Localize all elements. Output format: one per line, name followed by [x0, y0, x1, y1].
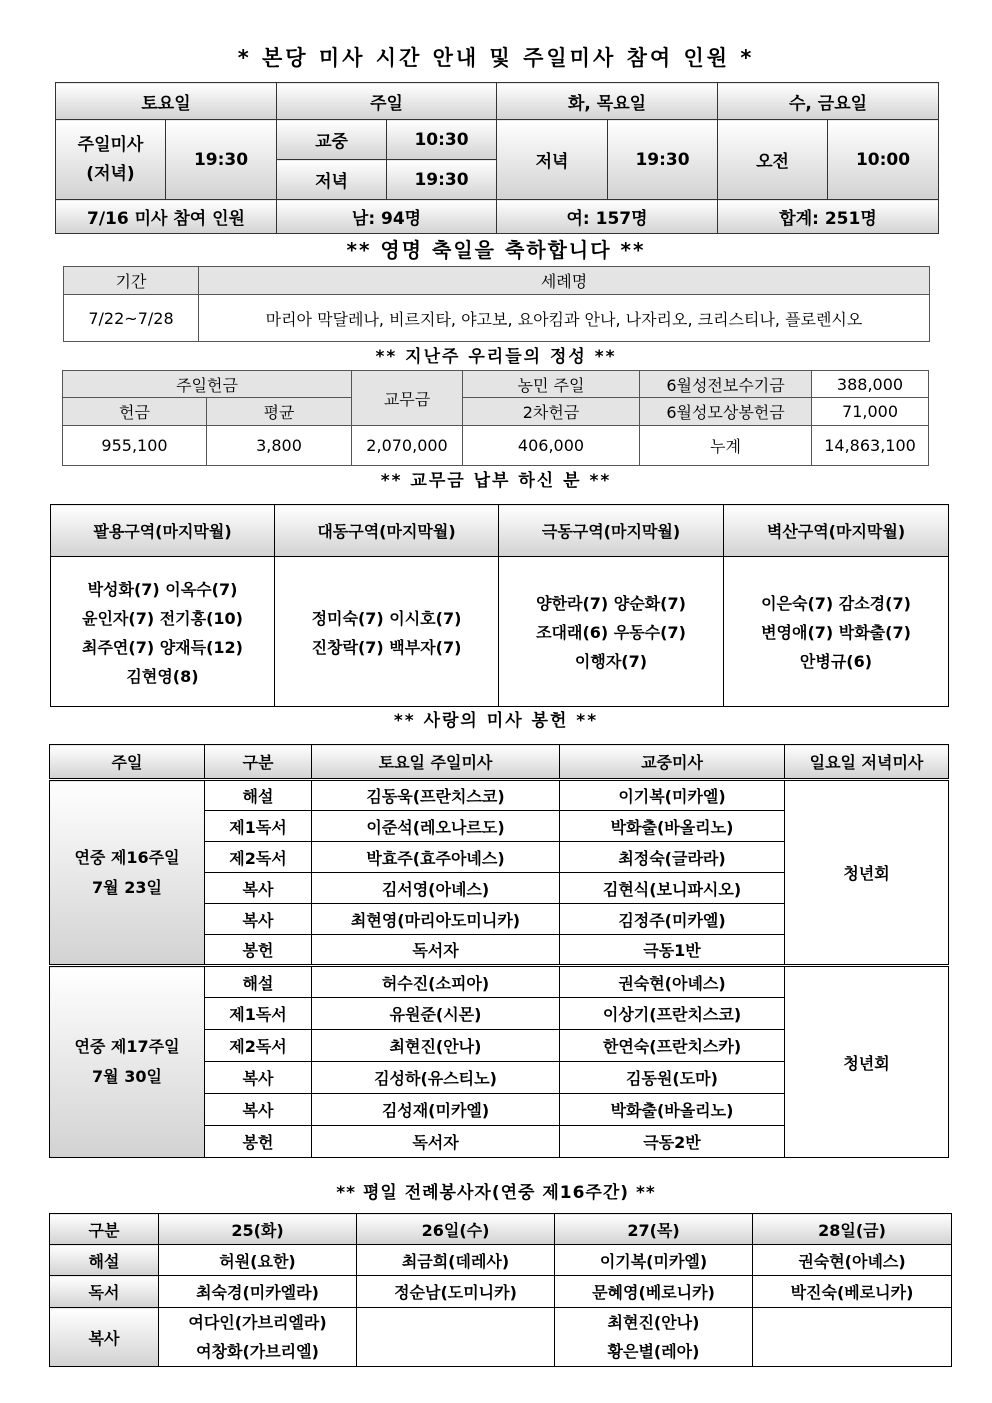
role: 복사	[205, 1062, 312, 1094]
sunday-evening-time: 19:30	[387, 160, 497, 200]
weekday-header-fri: 28일(금)	[753, 1214, 952, 1245]
wed-fri-label: 오전	[718, 120, 828, 200]
offering-table	[62, 370, 929, 466]
serve-header-evening: 일요일 저녁미사	[785, 745, 949, 780]
saturday-server: 독서자	[312, 935, 560, 966]
weekday-role: 해설	[50, 1245, 159, 1276]
header-sunday: 주일	[277, 83, 497, 120]
district-header-daedong: 대동구역(마지막월)	[275, 505, 499, 557]
average-value: 3,800	[207, 426, 352, 466]
evening-server: 청년회	[785, 780, 949, 966]
fund1-value: 388,000	[812, 371, 929, 398]
week-label: 연중 제16주일 7월 23일	[50, 780, 205, 966]
saturday-server: 최현진(안나)	[312, 1030, 560, 1062]
weekday-title: ** 평일 전례봉사자(연중 제16주간) **	[336, 1183, 656, 1203]
cumulative-value: 14,863,100	[812, 426, 929, 466]
role: 봉헌	[205, 1126, 312, 1158]
saturday-server: 김성하(유스티노)	[312, 1062, 560, 1094]
main-server: 이기복(미카엘)	[560, 780, 785, 811]
feast-names-header: 세례명	[199, 267, 930, 295]
weekday-role: 복사	[50, 1308, 159, 1367]
main-server: 박화출(바올리노)	[560, 1094, 785, 1126]
cash-header: 헌금	[63, 398, 207, 426]
saturday-mass-label: 주일미사 (저녁)	[56, 120, 166, 200]
role: 복사	[205, 1094, 312, 1126]
main-server: 김동원(도마)	[560, 1062, 785, 1094]
saturday-server: 최현영(마리아도미니카)	[312, 904, 560, 935]
sunday-main-time: 10:30	[387, 120, 497, 160]
weekday-server: 정순남(도미니카)	[357, 1276, 555, 1308]
sunday-evening-label: 저녁	[277, 160, 387, 200]
serve-header-sunday: 주일	[50, 745, 205, 780]
sunday-offering-header: 주일헌금	[63, 371, 352, 398]
district-list-palyong: 박성화(7) 이옥수(7) 윤인자(7) 전기홍(10) 최주연(7) 양재득(12) 김현영(8)	[51, 557, 275, 707]
weekday-server: 이기복(미카엘)	[555, 1245, 753, 1276]
district-header-palyong: 팔용구역(마지막월)	[51, 505, 275, 557]
main-server: 극동1반	[560, 935, 785, 966]
role: 복사	[205, 904, 312, 935]
mass-servers-table	[49, 744, 949, 1158]
header-tue-thu: 화, 목요일	[497, 83, 718, 120]
saturday-server: 김성재(미카엘)	[312, 1094, 560, 1126]
serve-header-role: 구분	[205, 745, 312, 780]
week-label: 연중 제17주일 7월 30일	[50, 966, 205, 1158]
weekday-server: 최숙경(미카엘라)	[159, 1276, 357, 1308]
attendance-total: 합계: 251명	[718, 200, 939, 234]
saturday-server: 허수진(소피아)	[312, 966, 560, 998]
church-dues-value: 2,070,000	[352, 426, 463, 466]
average-header: 평균	[207, 398, 352, 426]
feast-title: ** 영명 축일을 축하합니다 **	[346, 238, 646, 262]
district-list-byeoksan: 이은숙(7) 감소경(7) 변영애(7) 박화출(7) 안병규(6)	[724, 557, 949, 707]
weekday-header-tue: 25(화)	[159, 1214, 357, 1245]
schedule-title: * 본당 미사 시간 안내 및 주일미사 참여 인원 *	[237, 46, 755, 70]
tue-thu-time: 19:30	[608, 120, 718, 200]
saturday-mass-time: 19:30	[166, 120, 277, 200]
church-dues-header: 교무금	[352, 371, 463, 426]
serve-header-main: 교중미사	[560, 745, 785, 780]
saturday-server: 김서영(아녜스)	[312, 873, 560, 904]
tue-thu-label: 저녁	[497, 120, 608, 200]
fund2-value: 71,000	[812, 398, 929, 426]
district-header-geukdong: 극동구역(마지막월)	[499, 505, 724, 557]
saturday-server: 박효주(효주아녜스)	[312, 842, 560, 873]
main-server: 권숙현(아녜스)	[560, 966, 785, 998]
weekday-header-wed: 26일(수)	[357, 1214, 555, 1245]
sunday-main-label: 교중	[277, 120, 387, 160]
saturday-server: 이준석(레오나르도)	[312, 811, 560, 842]
cash-value: 955,100	[63, 426, 207, 466]
district-header-byeoksan: 벽산구역(마지막월)	[724, 505, 949, 557]
weekday-server: 문혜영(베로니카)	[555, 1276, 753, 1308]
saturday-server: 김동욱(프란치스코)	[312, 780, 560, 811]
main-server: 박화출(바올리노)	[560, 811, 785, 842]
serve-title: ** 사랑의 미사 봉헌 **	[393, 711, 599, 731]
role: 봉헌	[205, 935, 312, 966]
weekday-header-role: 구분	[50, 1214, 159, 1245]
fund1-label: 6월성전보수기금	[640, 371, 812, 398]
dues-title: ** 교무금 납부 하신 분 **	[380, 471, 612, 491]
feast-names: 마리아 막달레나, 비르지타, 야고보, 요아킴과 안나, 나자리오, 크리스티나, 플로렌시오	[199, 295, 930, 342]
serve-header-saturday: 토요일 주일미사	[312, 745, 560, 780]
weekday-servers-table	[49, 1213, 952, 1367]
wed-fri-time: 10:00	[828, 120, 939, 200]
dues-payers-table	[50, 504, 949, 707]
role: 제2독서	[205, 1030, 312, 1062]
district-list-daedong: 정미숙(7) 이시호(7) 진창락(7) 백부자(7)	[275, 557, 499, 707]
offering-title: ** 지난주 우리들의 정성 **	[375, 347, 617, 367]
attendance-male: 남: 94명	[277, 200, 497, 234]
farmer-sunday-header: 농민 주일	[463, 371, 640, 398]
weekday-server: 최현진(안나) 황은별(레아)	[555, 1308, 753, 1367]
role: 복사	[205, 873, 312, 904]
weekday-role: 독서	[50, 1276, 159, 1308]
main-server: 최정숙(글라라)	[560, 842, 785, 873]
fund2-label: 6월성모상봉헌금	[640, 398, 812, 426]
role: 해설	[205, 780, 312, 811]
cumulative-label: 누계	[640, 426, 812, 466]
attendance-label: 7/16 미사 참여 인원	[56, 200, 277, 234]
evening-server: 청년회	[785, 966, 949, 1158]
header-saturday: 토요일	[56, 83, 277, 120]
weekday-server: 여다인(가브리엘라) 여창화(가브리엘)	[159, 1308, 357, 1367]
weekday-server: 권숙현(아녜스)	[753, 1245, 952, 1276]
weekday-server: 박진숙(베로니카)	[753, 1276, 952, 1308]
weekday-server	[357, 1308, 555, 1367]
weekday-header-thu: 27(목)	[555, 1214, 753, 1245]
second-collection-header: 2차헌금	[463, 398, 640, 426]
saturday-server: 유원준(시몬)	[312, 998, 560, 1030]
main-server: 한연숙(프란치스카)	[560, 1030, 785, 1062]
weekday-server	[753, 1308, 952, 1367]
weekday-server: 최금희(데레사)	[357, 1245, 555, 1276]
farmer-value: 406,000	[463, 426, 640, 466]
main-server: 이상기(프란치스코)	[560, 998, 785, 1030]
feast-period-header: 기간	[64, 267, 199, 295]
feast-day-table	[63, 266, 930, 342]
saturday-server: 독서자	[312, 1126, 560, 1158]
main-server: 김정주(미카엘)	[560, 904, 785, 935]
role: 해설	[205, 966, 312, 998]
role: 제1독서	[205, 811, 312, 842]
attendance-female: 여: 157명	[497, 200, 718, 234]
role: 제1독서	[205, 998, 312, 1030]
district-list-geukdong: 양한라(7) 양순화(7) 조대래(6) 우동수(7) 이행자(7)	[499, 557, 724, 707]
role: 제2독서	[205, 842, 312, 873]
mass-schedule-table	[55, 82, 939, 234]
main-server: 김현식(보니파시오)	[560, 873, 785, 904]
header-wed-fri: 수, 금요일	[718, 83, 939, 120]
weekday-server: 허원(요한)	[159, 1245, 357, 1276]
main-server: 극동2반	[560, 1126, 785, 1158]
feast-period: 7/22~7/28	[64, 295, 199, 342]
